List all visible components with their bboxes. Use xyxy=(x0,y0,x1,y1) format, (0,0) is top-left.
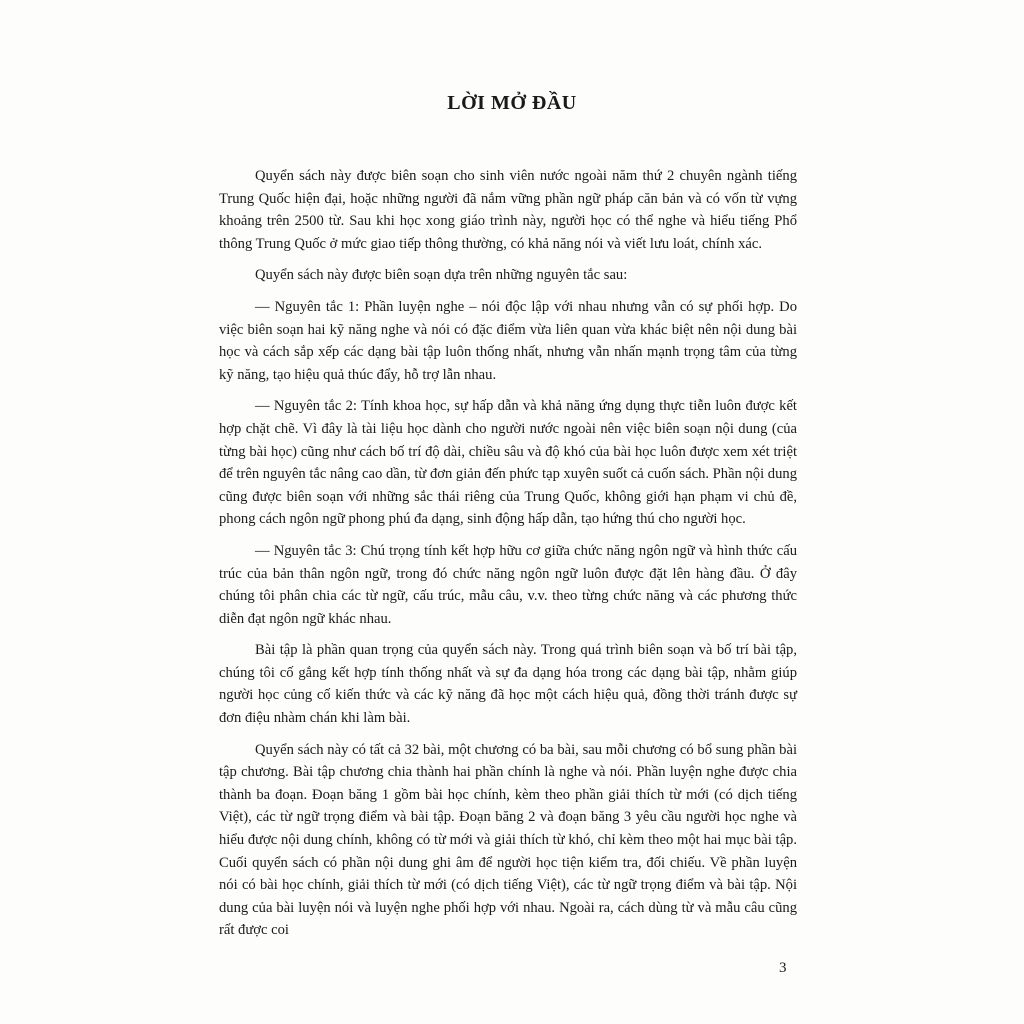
paragraph-principle-2: — Nguyên tắc 2: Tính khoa học, sự hấp dẫn và khả năng ứng dụng thực tiễn luôn được kết hợp chặt chẽ. Vì đây là tài liệu học dành cho người nước ngoài nên việc biên soạn nội dung (của từng bài học) cũng như cách bố trí độ dài, chiều sâu và độ khó của bài học luôn được xem xét triệt để trên nguyên tắc nâng cao dần, từ đơn giản đến phức tạp xuyên suốt cả cuốn sách. Phần nội dung cũng được biên soạn với những sắc thái riêng của Trung Quốc, không giới hạn phạm vi chủ đề, phong cách ngôn ngữ phong phú đa dạng, sinh động hấp dẫn, tạo hứng thú cho người học. xyxy=(219,398,797,528)
paragraph-principle-1: — Nguyên tắc 1: Phần luyện nghe – nói độc lập với nhau nhưng vẫn có sự phối hợp. Do việc biên soạn hai kỹ năng nghe và nói có đặc điểm vừa liên quan vừa khác biệt nên nội dung bài học và cách sắp xếp các dạng bài tập luôn thống nhất, nhưng vẫn nhấn mạnh trọng tâm của từng kỹ năng, tạo hiệu quả thúc đẩy, hỗ trợ lẫn nhau. xyxy=(219,298,797,383)
page-title: LỜI MỞ ĐẦU xyxy=(447,92,577,114)
paragraph-principles-lead: Quyển sách này được biên soạn dựa trên những nguyên tắc sau: xyxy=(255,267,628,284)
paragraph-exercises: Bài tập là phần quan trọng của quyển sách này. Trong quá trình biên soạn và bố trí bài tập, chúng tôi cố gắng kết hợp tính thống nhất và sự đa dạng hóa trong các dạng bài tập, nhằm giúp người học củng cố kiến thức và các kỹ năng đã học một cách hiệu quả, đồng thời tránh được sự đơn điệu nhàm chán khi làm bài. xyxy=(219,642,797,727)
page-number: 3 xyxy=(779,960,787,976)
paragraph-principle-3: — Nguyên tắc 3: Chú trọng tính kết hợp hữu cơ giữa chức năng ngôn ngữ và hình thức cấu trúc của bản thân ngôn ngữ, trong đó chức năng ngôn ngữ luôn được đặt lên hàng đầu. Ở đây chúng tôi phân chia các từ ngữ, cấu trúc, mẫu câu, v.v. theo từng chức năng và các phương thức diễn đạt ngôn ngữ khác nhau. xyxy=(219,542,797,627)
body-text xyxy=(219,165,797,951)
paragraph-intro: Quyển sách này được biên soạn cho sinh viên nước ngoài năm thứ 2 chuyên ngành tiếng Trung Quốc hiện đại, hoặc những người đã nắm vững phần ngữ pháp căn bản và có vốn từ vựng khoảng trên 2500 từ. Sau khi học xong giáo trình này, người học có thể nghe và hiểu tiếng Phổ thông Trung Quốc ở mức giao tiếp thông thường, có khả năng nói và viết lưu loát, chính xác. xyxy=(219,168,797,252)
paragraph-structure: Quyển sách này có tất cả 32 bài, một chương có ba bài, sau mỗi chương có bổ sung phần bài tập chương. Bài tập chương chia thành hai phần chính là nghe và nói. Phần luyện nghe được chia thành ba đoạn. Đoạn băng 1 gồm bài học chính, kèm theo phần giải thích từ mới (có dịch tiếng Việt), các từ ngữ trọng điểm và bài tập. Đoạn băng 2 và đoạn băng 3 yêu cầu người học nghe và hiểu được nội dung chính, không có từ mới và giải thích từ khó, chỉ kèm theo một hai mục bài tập. Cuối quyển sách có phần nội dung ghi âm để người học tiện kiểm tra, đối chiếu. Về phần luyện nói có bài học chính, giải thích từ mới (có dịch tiếng Việt), các từ ngữ trọng điểm và bài tập. Nội dung của bài luyện nói và luyện nghe phối hợp với nhau. Ngoài ra, cách dùng từ và mẫu câu cũng rất được coi xyxy=(219,741,797,939)
